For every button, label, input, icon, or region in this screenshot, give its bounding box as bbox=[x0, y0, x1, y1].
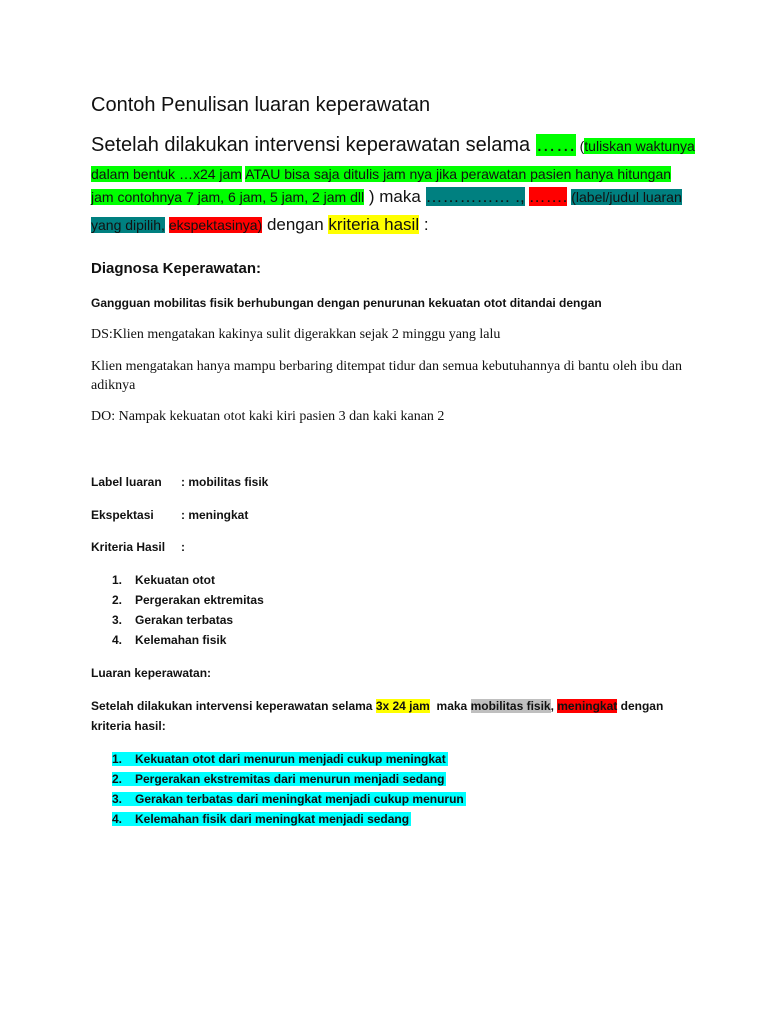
intro-label-hint-1: (label/judul luaran bbox=[571, 189, 682, 205]
list-number: 3. bbox=[112, 613, 123, 627]
ekspektasi-row bbox=[91, 508, 249, 522]
list-text: Kelemahan fisik bbox=[135, 633, 227, 647]
diagnosa-heading: Diagnosa Keperawatan: bbox=[91, 260, 262, 277]
list-number: 2. bbox=[112, 772, 123, 786]
label-luaran-row bbox=[91, 475, 269, 489]
list-number: 3. bbox=[112, 792, 123, 806]
label-luaran-value: : mobilitas fisik bbox=[181, 475, 269, 489]
intro-expectation-placeholder: ……. bbox=[528, 187, 568, 206]
intro-expectation-hint: ekspektasinya) bbox=[168, 217, 263, 233]
luaran-sentence-line-1 bbox=[91, 699, 663, 713]
subjective-data-2-line-2: adiknya bbox=[91, 378, 136, 393]
luaran-waktu: 3x 24 jam bbox=[375, 699, 430, 713]
list-text: Gerakan terbatas bbox=[135, 613, 234, 627]
kriteria-hasil-key: Kriteria Hasil bbox=[91, 540, 166, 554]
intro-line-2 bbox=[91, 166, 671, 182]
luaran-text: Setelah dilakukan intervensi keperawatan selama bbox=[91, 699, 376, 713]
kriteria-hasil-row bbox=[91, 540, 185, 554]
objective-data: DO: Nampak kekuatan otot kaki kiri pasien 3 dan kaki kanan 2 bbox=[91, 409, 445, 424]
list-number: 2. bbox=[112, 593, 123, 607]
intro-line-4 bbox=[91, 215, 429, 235]
luaran-heading: Luaran keperawatan: bbox=[91, 666, 212, 680]
page-title: Contoh Penulisan luaran keperawatan bbox=[91, 94, 431, 116]
luaran-dengan: dengan bbox=[617, 699, 664, 713]
list-text: Kekuatan otot dari menurun menjadi cukup meningkat bbox=[135, 752, 446, 766]
diagnosa-statement: Gangguan mobilitas fisik berhubungan dengan penurunan kekuatan otot ditandai dengan bbox=[91, 296, 602, 310]
luaran-maka: maka bbox=[429, 699, 471, 713]
intro-hint-4: jam contohnya 7 jam, 6 jam, 5 jam, 2 jam dll bbox=[91, 189, 365, 205]
intro-dengan: dengan bbox=[262, 215, 329, 234]
intro-maka: ) maka bbox=[364, 187, 426, 206]
label-luaran-key: Label luaran bbox=[91, 475, 162, 489]
ekspektasi-key: Ekspektasi bbox=[91, 508, 154, 522]
list-number: 1. bbox=[112, 573, 123, 587]
intro-hint-2: dalam bentuk …x24 jam bbox=[91, 166, 242, 182]
list-text: Pergerakan ektremitas bbox=[135, 593, 264, 607]
list-number: 4. bbox=[112, 633, 123, 647]
kriteria-hasil-value: : bbox=[181, 540, 185, 554]
intro-label-hint-2: yang dipilih, bbox=[91, 217, 165, 233]
intro-text: Setelah dilakukan intervensi keperawatan selama bbox=[91, 134, 536, 156]
list-text: Kelemahan fisik dari meningkat menjadi sedang bbox=[135, 812, 410, 826]
intro-label-placeholder: …………… ., bbox=[425, 187, 525, 206]
intro-line-1 bbox=[91, 134, 695, 157]
subjective-data: DS:Klien mengatakan kakinya sulit digerakkan sejak 2 minggu yang lalu bbox=[91, 327, 501, 342]
list-text: Kekuatan otot bbox=[135, 573, 216, 587]
list-number: 1. bbox=[112, 752, 123, 766]
intro-hint-1: tuliskan waktunya bbox=[584, 138, 695, 154]
list-text: Pergerakan ekstremitas dari menurun menjadi sedang bbox=[135, 772, 445, 786]
luaran-ekspektasi: meningkat bbox=[557, 699, 618, 713]
intro-hint-3: ATAU bisa saja ditulis jam nya jika perawatan pasien hanya hitungan bbox=[245, 166, 672, 182]
luaran-comma: , bbox=[550, 699, 558, 713]
intro-time-placeholder: …… bbox=[535, 134, 576, 156]
luaran-label: mobilitas fisik bbox=[470, 699, 551, 713]
intro-line-3 bbox=[91, 187, 682, 207]
luaran-sentence-line-2: kriteria hasil: bbox=[91, 719, 166, 733]
intro-colon: : bbox=[419, 215, 429, 234]
intro-kriteria-hasil: kriteria hasil bbox=[328, 215, 420, 234]
list-text: Gerakan terbatas dari meningkat menjadi cukup menurun bbox=[135, 792, 464, 806]
list-number: 4. bbox=[112, 812, 123, 826]
intro-paren: ( bbox=[575, 138, 585, 154]
subjective-data-2-line-1: Klien mengatakan hanya mampu berbaring ditempat tidur dan semua kebutuhannya di bantu oleh ibu dan bbox=[91, 359, 682, 374]
ekspektasi-value: : meningkat bbox=[181, 508, 249, 522]
